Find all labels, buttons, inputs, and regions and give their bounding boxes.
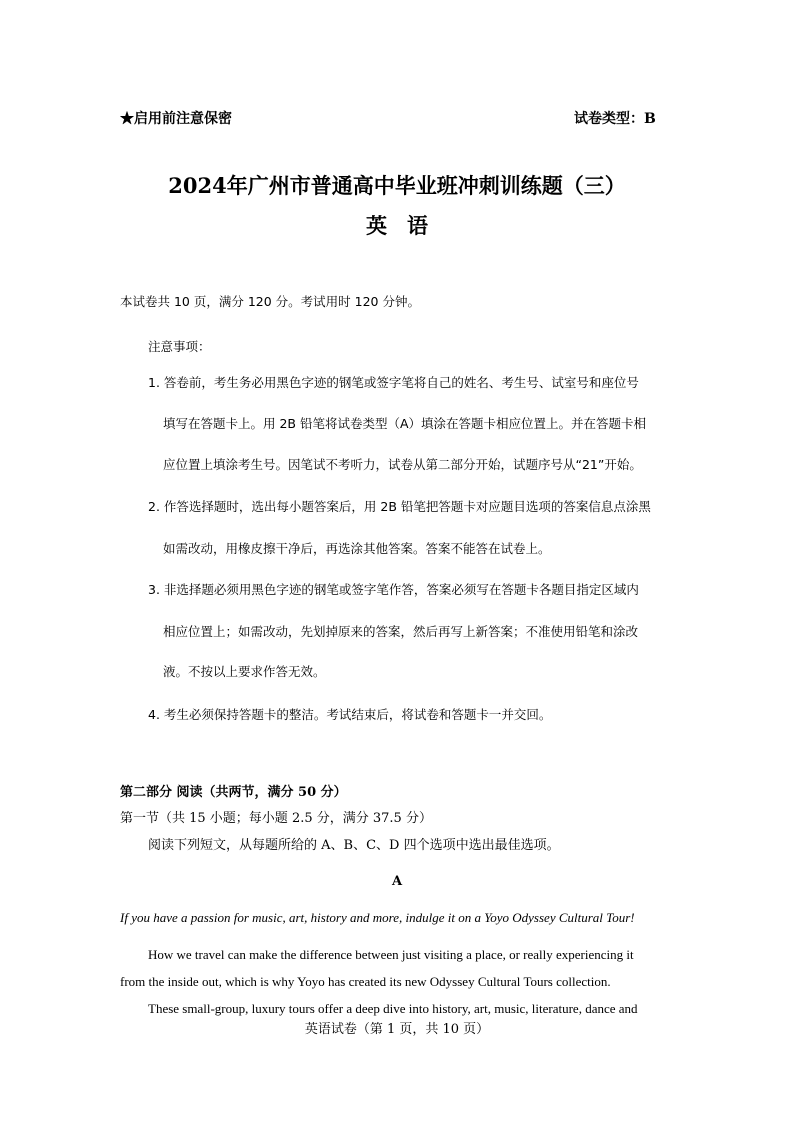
passage-label: A	[391, 874, 403, 889]
note-line: 1. 答卷前，考生务必用黑色字迹的钢笔或签字笔将自己的姓名、考生号、试室号和座位号	[148, 375, 639, 390]
note-line: 液。不按以上要求作答无效。	[163, 664, 326, 679]
page-title: 2024年广州市普通高中毕业班冲刺训练题（三）	[168, 173, 626, 198]
page-footer: 英语试卷（第 1 页，共 10 页）	[304, 1022, 490, 1037]
note-line: 相应位置上；如需改动，先划掉原来的答案，然后再写上新答案；不准使用铅笔和涂改	[163, 624, 639, 639]
passage-subtitle: If you have a passion for music, art, history and more, indulge it on a Yoyo Odyssey Cultural Tour!	[120, 910, 635, 925]
paper-type-label: 试卷类型：B	[574, 111, 656, 127]
note-line: 3. 非选择题必须用黑色字迹的钢笔或签字笔作答，答案必须写在答题卡各题目指定区域内	[148, 582, 639, 597]
subject-title: 英语	[366, 213, 448, 238]
note-line: 2. 作答选择题时，选出每小题答案后，用 2B 铅笔把答题卡对应题目选项的答案信息点涂黑	[148, 499, 651, 514]
passage-paragraph-line: How we travel can make the difference between just visiting a place, or really experiencing it	[148, 947, 634, 962]
section1-heading: 第一节（共 15 小题；每小题 2.5 分，满分 37.5 分）	[120, 811, 432, 826]
exam-intro: 本试卷共 10 页，满分 120 分。考试用时 120 分钟。	[120, 294, 420, 309]
note-line: 填写在答题卡上。用 2B 铅笔将试卷类型（A）填涂在答题卡相应位置上。并在答题卡相	[163, 416, 647, 431]
note-line: 如需改动，用橡皮擦干净后，再选涂其他答案。答案不能答在试卷上。	[163, 541, 551, 556]
part2-heading: 第二部分 阅读（共两节，满分 50 分）	[120, 785, 347, 800]
passage-paragraph-line: These small-group, luxury tours offer a deep dive into history, art, music, literature, dance and	[148, 1001, 638, 1016]
confidential-label: ★启用前注意保密	[120, 111, 232, 127]
note-line: 应位置上填涂考生号。因笔试不考听力，试卷从第二部分开始，试题序号从“21”开始。	[163, 457, 642, 472]
reading-instruction: 阅读下列短文，从每题所给的 A、B、C、D 四个选项中选出最佳选项。	[148, 838, 560, 853]
passage-paragraph-line: from the inside out, which is why Yoyo has created its new Odyssey Cultural Tours collection.	[120, 974, 611, 989]
notes-heading: 注意事项：	[148, 339, 211, 354]
note-line: 4. 考生必须保持答题卡的整洁。考试结束后，将试卷和答题卡一并交回。	[148, 707, 552, 722]
